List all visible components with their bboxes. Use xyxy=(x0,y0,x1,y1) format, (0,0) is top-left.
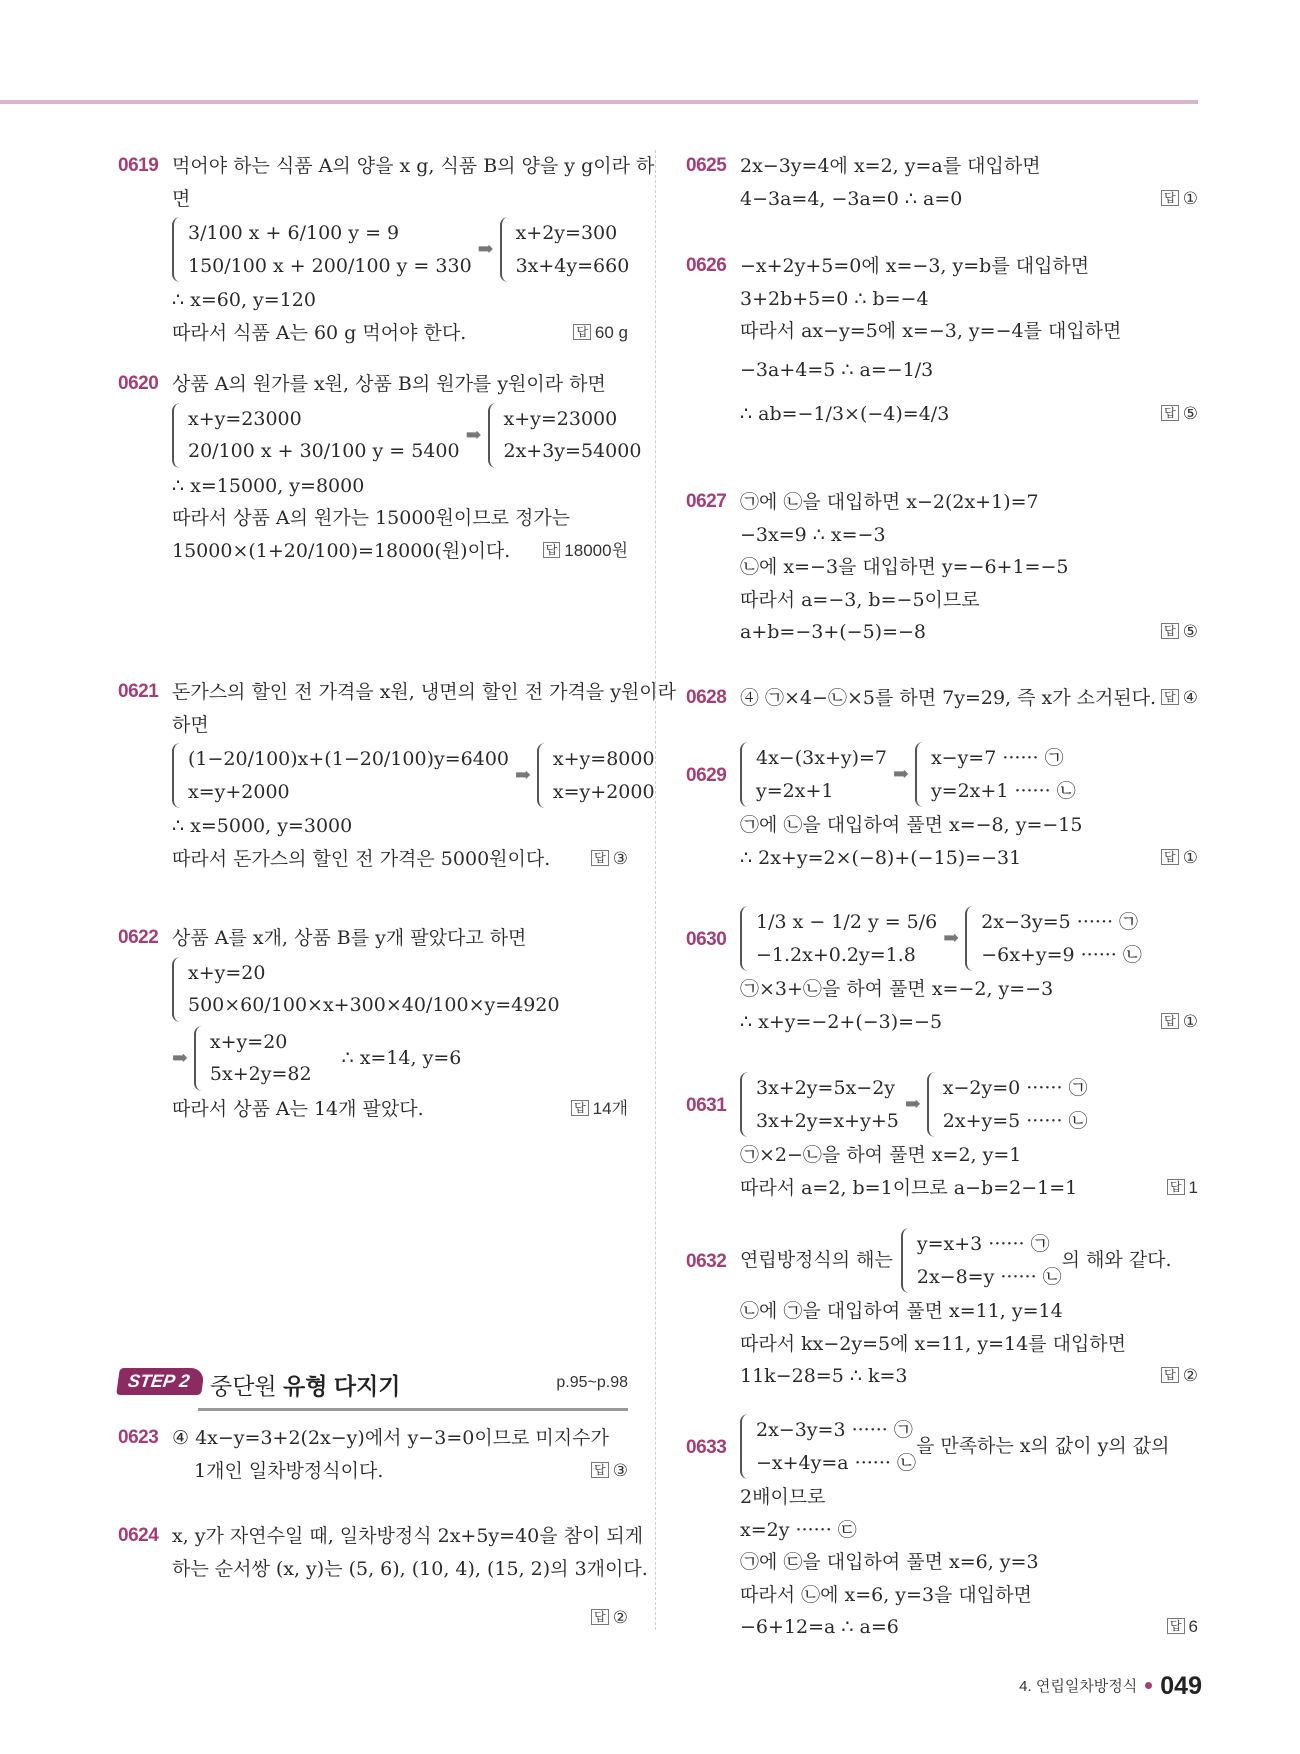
problem-number: 0625 xyxy=(686,155,727,176)
problem-number: 0633 xyxy=(686,1437,727,1458)
solution-line: ④ ㉠×4−㉡×5를 하면 7y=29, 즉 x가 소거된다. xyxy=(740,687,1157,709)
right-arrow-icon: ➡ xyxy=(943,927,960,950)
answer-value: 14개 xyxy=(592,1098,628,1118)
answer-value: ① xyxy=(1182,1011,1198,1031)
solution-line: 4−3a=4, −3a=0 ∴ a=0 xyxy=(740,187,963,210)
solution-line: 2배이므로 xyxy=(740,1486,826,1508)
problem-0628 xyxy=(686,682,1198,715)
problem-number: 0620 xyxy=(118,373,159,394)
solution-line: ∴ x+y=−2+(−3)=−5 xyxy=(740,1010,943,1033)
equation: x+y=20 xyxy=(209,1030,288,1053)
equation: 500×60/100×x+300×40/100×y=4920 xyxy=(188,994,560,1016)
equation: 2x−3y=3 ······ ㉠ xyxy=(756,1419,913,1441)
solution-line: 11k−28=5 ∴ k=3 xyxy=(740,1365,908,1387)
equation: x−2y=0 ······ ㉠ xyxy=(942,1077,1088,1099)
equation: x+y=23000 xyxy=(503,407,618,430)
problem-number: 0622 xyxy=(118,927,159,948)
equation: y=x+3 ······ ㉠ xyxy=(916,1233,1050,1255)
equation-system-row xyxy=(740,1070,1198,1139)
equation: −1.2x+0.2y=1.8 xyxy=(756,943,916,966)
section-rule xyxy=(198,1408,628,1411)
step-badge: STEP 2 xyxy=(116,1368,205,1395)
answer-mark: 답 xyxy=(543,542,561,558)
answer xyxy=(1161,1360,1198,1393)
problem-0627 xyxy=(686,486,1198,649)
equation: (1−20/100)x+(1−20/100)y=6400 xyxy=(188,748,509,770)
solution-text: 연립방정식의 해는 xyxy=(740,1249,893,1272)
right-arrow-icon: ➡ xyxy=(893,763,909,786)
solution-line: 1개인 일차방정식이다. xyxy=(194,1459,384,1482)
problem-number: 0624 xyxy=(118,1525,159,1546)
solution-line: ∴ x=5000, y=3000 xyxy=(172,815,353,837)
equation: 2x+3y=54000 xyxy=(503,440,642,462)
answer-mark: 답 xyxy=(1167,1618,1185,1634)
problem-number: 0627 xyxy=(686,491,727,512)
answer xyxy=(1161,842,1198,875)
answer-value: ① xyxy=(1182,847,1198,867)
answer-mark: 답 xyxy=(1161,849,1179,865)
answer xyxy=(591,843,628,876)
solution-line: 따라서 a=2, b=1이므로 a−b=2−1=1 xyxy=(740,1176,1078,1199)
equation: x=y+2000 xyxy=(188,780,290,803)
equation: 5x+2y=82 xyxy=(209,1063,312,1085)
answer xyxy=(1167,1172,1198,1205)
equation-system-row xyxy=(740,904,1198,973)
solution-line: a+b=−3+(−5)=−8 xyxy=(740,621,927,643)
equation-system xyxy=(500,217,630,282)
solution-line: 하면 xyxy=(172,713,209,736)
answer-mark: 답 xyxy=(571,1100,589,1116)
problem-number: 0623 xyxy=(118,1427,159,1448)
solution-line: 면 xyxy=(172,187,191,210)
problem-0622 xyxy=(118,922,628,1125)
answer-value: ② xyxy=(612,1607,628,1627)
solution-line: 따라서 a=−3, b=−5이므로 xyxy=(740,588,980,611)
answer-mark: 답 xyxy=(1161,1367,1179,1383)
equation: x+2y=300 xyxy=(515,222,618,244)
equation: −6x+y=9 ······ ㉡ xyxy=(981,943,1142,966)
solution-line: ㉡에 ㉠을 대입하여 풀면 x=11, y=14 xyxy=(740,1300,1063,1322)
problem-0629 xyxy=(686,740,1198,874)
section-title-main: 유형 다지기 xyxy=(283,1373,401,1399)
equation: 2x+y=5 ······ ㉡ xyxy=(942,1109,1088,1132)
solution-line: −x+2y+5=0에 x=−3, y=b를 대입하면 xyxy=(740,255,1090,277)
solution-line: 15000×(1+20/100)=18000(원)이다. xyxy=(172,539,511,562)
problem-0619 xyxy=(118,150,655,349)
equation: x=y+2000 xyxy=(552,780,655,803)
bullet-dot-icon xyxy=(1145,1682,1152,1689)
solution-line: 따라서 kx−2y=5에 x=11, y=14를 대입하면 xyxy=(740,1332,1127,1355)
page-number: 049 xyxy=(1160,1672,1202,1700)
answer xyxy=(543,535,628,568)
problem-number: 0621 xyxy=(118,681,159,702)
solution-text: 을 만족하는 x의 값이 y의 값의 xyxy=(915,1435,1170,1458)
solution-line: −3a+4=5 ∴ a=−1/3 xyxy=(740,358,934,381)
chapter-title: 4. 연립일차방정식 xyxy=(1019,1678,1138,1695)
solution-line: ㉠에 ㉡을 대입하여 풀면 x=−8, y=−15 xyxy=(740,814,1083,836)
solution-line: ∴ 2x+y=2×(−8)+(−15)=−31 xyxy=(740,846,1022,869)
page-footer xyxy=(1019,1672,1202,1701)
equation: 20/100 x + 30/100 y = 5400 xyxy=(188,440,460,462)
solution-line: ㉠에 ㉡을 대입하면 x−2(2x+1)=7 xyxy=(740,491,1039,513)
equation-system xyxy=(172,743,509,808)
answer-mark: 답 xyxy=(591,850,609,866)
problem-0630 xyxy=(686,904,1198,1038)
solution-line: x=2y ······ ㉢ xyxy=(740,1518,857,1541)
solution-line: ∴ x=14, y=6 xyxy=(341,1046,462,1069)
problem-number: 0630 xyxy=(686,929,727,950)
equation: −x+4y=a ······ ㉡ xyxy=(756,1451,916,1474)
answer-value: ③ xyxy=(612,1460,628,1480)
answer xyxy=(1161,682,1198,715)
problem-number: 0626 xyxy=(686,255,727,276)
equation: 2x−3y=5 ······ ㉠ xyxy=(981,911,1139,933)
answer-value: 6 xyxy=(1188,1617,1198,1636)
answer xyxy=(591,1455,628,1488)
solution-line: ㉠×2−㉡을 하여 풀면 x=2, y=1 xyxy=(740,1144,1022,1166)
solution-line: 상품 A의 원가를 x원, 상품 B의 원가를 y원이라 하면 xyxy=(172,373,606,395)
equation-system xyxy=(901,1228,1062,1293)
equation: 4x−(3x+y)=7 xyxy=(756,747,888,769)
solution-line: ㉠×3+㉡을 하여 풀면 x=−2, y=−3 xyxy=(740,978,1054,1000)
solution-line: 먹어야 하는 식품 A의 양을 x g, 식품 B의 양을 y g이라 하 xyxy=(172,155,655,177)
right-arrow-icon: ➡ xyxy=(904,1093,921,1116)
equation: 3/100 x + 6/100 y = 9 xyxy=(188,222,400,244)
solution-line: 따라서 ㉡에 x=6, y=3을 대입하면 xyxy=(740,1583,1032,1606)
solution-line: ∴ x=60, y=120 xyxy=(172,289,316,311)
solution-line: −6+12=a ∴ a=6 xyxy=(740,1616,899,1638)
solution-line: 따라서 식품 A는 60 g 먹어야 한다. xyxy=(172,321,467,344)
answer-mark: 답 xyxy=(1161,405,1179,421)
answer xyxy=(573,317,628,350)
answer xyxy=(1161,398,1198,431)
solution-line: ∴ ab=−1/3×(−4)=4/3 xyxy=(740,403,950,425)
equation-system xyxy=(488,403,642,468)
column-divider xyxy=(655,150,656,1630)
answer xyxy=(1161,616,1198,649)
section-title-prefix: 중단원 xyxy=(210,1373,277,1399)
problem-number: 0619 xyxy=(118,155,159,176)
answer-value: ⑤ xyxy=(1182,404,1198,423)
equation-system xyxy=(740,1414,916,1479)
solution-line: 따라서 상품 A의 원가는 15000원이므로 정가는 xyxy=(172,507,571,529)
answer-mark: 답 xyxy=(591,1462,609,1478)
solution-line: 상품 A를 x개, 상품 B를 y개 팔았다고 하면 xyxy=(172,927,527,949)
equation-system-row xyxy=(740,740,1198,809)
equation: x−y=7 ······ ㉠ xyxy=(930,747,1064,769)
right-arrow-icon: ➡ xyxy=(172,1046,188,1069)
answer-mark: 답 xyxy=(573,324,591,340)
solution-line: ㉡에 x=−3을 대입하면 y=−6+1=−5 xyxy=(740,556,1069,578)
top-rule xyxy=(0,100,1198,104)
answer xyxy=(591,1602,628,1635)
equation-system xyxy=(740,906,937,971)
equation: 3x+4y=660 xyxy=(515,254,630,277)
page-range: p.95~p.98 xyxy=(556,1374,628,1391)
solution-line: 돈가스의 할인 전 가격을 x원, 냉면의 할인 전 가격을 y원이라 xyxy=(172,681,676,703)
answer-mark: 답 xyxy=(1161,623,1179,639)
answer-mark: 답 xyxy=(591,1609,609,1625)
equation: 3x+2y=x+y+5 xyxy=(756,1109,899,1132)
equation-system xyxy=(172,217,472,282)
problem-0625 xyxy=(686,150,1198,215)
equation: 3x+2y=5x−2y xyxy=(756,1077,896,1099)
solution-line: ㉠에 ㉢을 대입하여 풀면 x=6, y=3 xyxy=(740,1551,1039,1573)
right-arrow-icon: ➡ xyxy=(515,764,531,787)
equation-system xyxy=(740,742,887,807)
answer-value: ② xyxy=(1182,1366,1198,1385)
problem-0623 xyxy=(118,1422,628,1487)
right-arrow-icon: ➡ xyxy=(477,238,494,261)
equation-system xyxy=(965,906,1142,971)
problem-number: 0631 xyxy=(686,1095,727,1116)
step-section-header xyxy=(118,1362,628,1410)
equation: 150/100 x + 200/100 y = 330 xyxy=(188,254,472,277)
answer-mark: 답 xyxy=(1161,190,1179,206)
solution-line: −3x=9 ∴ x=−3 xyxy=(740,523,886,546)
answer xyxy=(1161,183,1198,216)
solution-line: 2x−3y=4에 x=2, y=a를 대입하면 xyxy=(740,155,1041,177)
equation-system xyxy=(927,1072,1088,1137)
solution-line: 3+2b+5=0 ∴ b=−4 xyxy=(740,287,929,310)
solution-line: 따라서 돈가스의 할인 전 가격은 5000원이다. xyxy=(172,847,551,870)
solution-line: 하는 순서쌍 (x, y)는 (5, 6), (10, 4), (15, 2)의 3개이다. xyxy=(172,1557,648,1580)
solution-line: 따라서 ax−y=5에 x=−3, y=−4를 대입하면 xyxy=(740,320,1122,342)
answer-value: ④ xyxy=(1182,688,1198,707)
equation-system-row xyxy=(740,1412,1198,1481)
problem-number: 0632 xyxy=(686,1251,727,1272)
equation-system-row xyxy=(172,741,655,810)
equation-system-row xyxy=(172,1024,628,1093)
problem-0621 xyxy=(118,676,676,875)
equation-system-row xyxy=(740,1226,1198,1295)
equation-system xyxy=(194,1026,312,1091)
solution-text: 의 해와 같다. xyxy=(1061,1249,1172,1272)
answer-value: ⑤ xyxy=(1182,622,1198,641)
answer-value: ① xyxy=(1182,188,1198,208)
equation-system xyxy=(172,957,628,1022)
answer-mark: 답 xyxy=(1161,689,1179,705)
solution-line: ④ 4x−y=3+2(2x−y)에서 y−3=0이므로 미지수가 xyxy=(172,1427,609,1449)
answer-value: ③ xyxy=(612,848,628,868)
answer xyxy=(571,1093,628,1126)
answer-value: 18000원 xyxy=(564,540,628,560)
problem-0633 xyxy=(686,1412,1198,1644)
equation-system xyxy=(172,403,460,468)
equation: y=2x+1 xyxy=(756,779,834,802)
problem-number: 0629 xyxy=(686,765,727,786)
answer-value: 60 g xyxy=(594,322,628,342)
equation: x+y=20 xyxy=(188,961,266,984)
equation: x+y=8000 xyxy=(552,748,655,770)
equation: 2x−8=y ······ ㉡ xyxy=(916,1265,1062,1288)
answer-value: 1 xyxy=(1188,1177,1198,1197)
problem-0631 xyxy=(686,1070,1198,1204)
equation-system xyxy=(915,742,1076,807)
equation: y=2x+1 ······ ㉡ xyxy=(930,779,1076,802)
equation: x+y=23000 xyxy=(188,407,302,430)
answer-mark: 답 xyxy=(1161,1013,1179,1029)
right-arrow-icon: ➡ xyxy=(465,423,482,446)
problem-number: 0628 xyxy=(686,687,727,708)
equation: 1/3 x − 1/2 y = 5/6 xyxy=(756,911,938,933)
equation-system-row xyxy=(172,401,642,470)
equation-system-row xyxy=(172,215,628,284)
problem-0632 xyxy=(686,1226,1198,1393)
answer xyxy=(1167,1611,1198,1644)
section-title xyxy=(210,1368,401,1401)
answer-mark: 답 xyxy=(1167,1179,1185,1195)
problem-0624 xyxy=(118,1520,648,1634)
problem-0626 xyxy=(686,250,1198,431)
answer xyxy=(1161,1006,1198,1039)
problem-0620 xyxy=(118,368,642,567)
solution-line: 따라서 상품 A는 14개 팔았다. xyxy=(172,1097,424,1120)
equation-system xyxy=(740,1072,899,1137)
solution-line: x, y가 자연수일 때, 일차방정식 2x+5y=40을 참이 되게 xyxy=(172,1525,644,1547)
solution-line: ∴ x=15000, y=8000 xyxy=(172,474,365,497)
equation-system xyxy=(537,743,655,808)
